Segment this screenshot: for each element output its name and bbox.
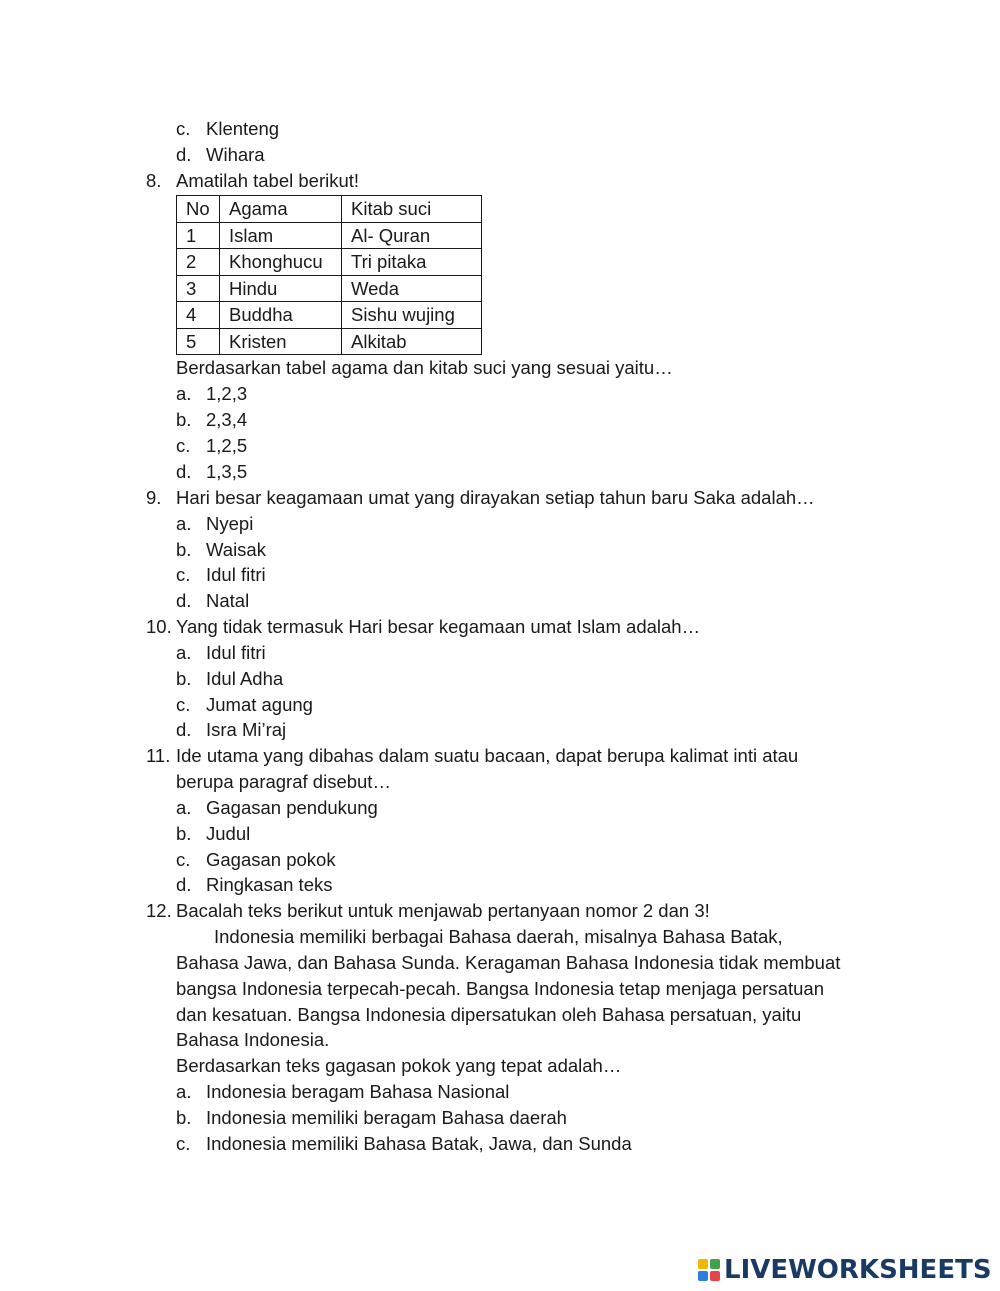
- question-text: Yang tidak termasuk Hari besar kegamaan umat Islam adalah…: [176, 616, 701, 637]
- table-cell: 5: [177, 328, 220, 355]
- question-number: 12.: [146, 900, 172, 921]
- option-mark: c.: [176, 694, 191, 715]
- question-number: 9.: [146, 487, 162, 508]
- table-row: [177, 328, 482, 355]
- liveworksheets-logo: [698, 1254, 992, 1286]
- question-text: Bacalah teks berikut untuk menjawab pertanyaan nomor 2 dan 3!: [176, 900, 710, 921]
- passage-line: bangsa Indonesia terpecah-pecah. Bangsa Indonesia tetap menjaga persatuan: [176, 978, 824, 999]
- option-mark: a.: [176, 797, 192, 818]
- option-text: Waisak: [206, 539, 266, 560]
- passage-line: Bahasa Jawa, dan Bahasa Sunda. Keragaman Bahasa Indonesia tidak membuat: [176, 952, 841, 973]
- passage-line: dan kesatuan. Bangsa Indonesia dipersatukan oleh Bahasa persatuan, yaitu: [176, 1004, 802, 1025]
- option-text: Jumat agung: [206, 694, 313, 715]
- option-text: Natal: [206, 590, 250, 611]
- option-mark: c.: [176, 1133, 191, 1154]
- table-row: [177, 302, 482, 329]
- option-text: Wihara: [206, 144, 265, 165]
- option-text: Judul: [206, 823, 251, 844]
- option-text: 2,3,4: [206, 409, 248, 430]
- logo-block: [710, 1271, 720, 1281]
- passage-line: Bahasa Indonesia.: [176, 1029, 330, 1050]
- table-row: [177, 222, 482, 249]
- question-text: Amatilah tabel berikut!: [176, 170, 360, 191]
- question-text-continued: berupa paragraf disebut…: [176, 771, 391, 792]
- option-mark: d.: [176, 590, 192, 611]
- option-text: Gagasan pokok: [206, 849, 336, 870]
- passage-line: Indonesia memiliki berbagai Bahasa daerah, misalnya Bahasa Batak,: [214, 926, 783, 947]
- logo-blocks-icon: [698, 1259, 720, 1281]
- option-mark: b.: [176, 1107, 192, 1128]
- option-text: Nyepi: [206, 513, 254, 534]
- option-mark: a.: [176, 642, 192, 663]
- option-mark: c.: [176, 849, 191, 870]
- question-8-followup: Berdasarkan tabel agama dan kitab suci yang sesuai yaitu…: [176, 357, 673, 378]
- option-text: Idul fitri: [206, 564, 266, 585]
- question-12-followup: Berdasarkan teks gagasan pokok yang tepat adalah…: [176, 1055, 622, 1076]
- question-number: 11.: [146, 745, 171, 766]
- table-cell: 2: [177, 249, 220, 276]
- option-text: Klenteng: [206, 118, 280, 139]
- option-text: 1,3,5: [206, 461, 248, 482]
- option-mark: a.: [176, 513, 192, 534]
- table-cell: 3: [177, 275, 220, 302]
- option-text: Indonesia beragam Bahasa Nasional: [206, 1081, 510, 1102]
- option-mark: b.: [176, 823, 192, 844]
- option-mark: b.: [176, 539, 192, 560]
- logo-block: [698, 1271, 708, 1281]
- logo-block: [698, 1259, 708, 1269]
- question-text: Ide utama yang dibahas dalam suatu bacaan, dapat berupa kalimat inti atau: [176, 745, 799, 766]
- option-mark: b.: [176, 668, 192, 689]
- option-text: Idul fitri: [206, 642, 266, 663]
- table-header-cell: No: [177, 196, 220, 223]
- option-mark: c.: [176, 118, 191, 139]
- option-text: 1,2,5: [206, 435, 248, 456]
- table-cell: Buddha: [220, 302, 342, 329]
- table-cell: 1: [177, 222, 220, 249]
- question-number: 10.: [146, 616, 172, 637]
- option-text: Isra Mi’raj: [206, 719, 287, 740]
- table-cell: Kristen: [220, 328, 342, 355]
- option-mark: a.: [176, 1081, 192, 1102]
- option-mark: d.: [176, 144, 192, 165]
- logo-wordmark: LIVEWORKSHEETS: [724, 1255, 992, 1285]
- table-cell: Hindu: [220, 275, 342, 302]
- table-cell: Weda: [342, 275, 482, 302]
- table-header-cell: Agama: [220, 196, 342, 223]
- option-text: Ringkasan teks: [206, 874, 333, 895]
- table-cell: Khonghucu: [220, 249, 342, 276]
- option-mark: a.: [176, 383, 192, 404]
- table-cell: Sishu wujing: [342, 302, 482, 329]
- question-text: Hari besar keagamaan umat yang dirayakan setiap tahun baru Saka adalah…: [176, 487, 815, 508]
- table-cell: Alkitab: [342, 328, 482, 355]
- table-cell: 4: [177, 302, 220, 329]
- table-cell: Al- Quran: [342, 222, 482, 249]
- option-text: Gagasan pendukung: [206, 797, 378, 818]
- option-mark: c.: [176, 564, 191, 585]
- question-number: 8.: [146, 170, 162, 191]
- option-text: 1,2,3: [206, 383, 248, 404]
- option-mark: c.: [176, 435, 191, 456]
- option-mark: d.: [176, 461, 192, 482]
- table-row: [177, 249, 482, 276]
- option-mark: b.: [176, 409, 192, 430]
- option-text: Indonesia memiliki Bahasa Batak, Jawa, dan Sunda: [206, 1133, 632, 1154]
- option-text: Indonesia memiliki beragam Bahasa daerah: [206, 1107, 567, 1128]
- logo-block: [710, 1259, 720, 1269]
- option-mark: d.: [176, 719, 192, 740]
- table-row: [177, 275, 482, 302]
- table-cell: Tri pitaka: [342, 249, 482, 276]
- religion-scripture-table: [176, 195, 482, 355]
- option-text: Idul Adha: [206, 668, 284, 689]
- table-header-cell: Kitab suci: [342, 196, 482, 223]
- table-header-row: [177, 196, 482, 223]
- table-cell: Islam: [220, 222, 342, 249]
- option-mark: d.: [176, 874, 192, 895]
